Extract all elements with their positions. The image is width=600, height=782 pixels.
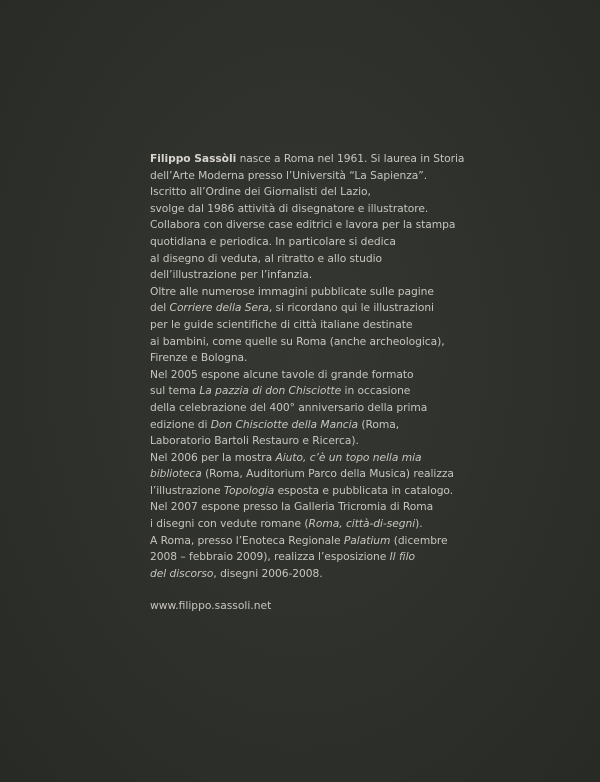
bio-text: sul tema bbox=[150, 384, 200, 398]
bio-text: ). bbox=[415, 517, 423, 531]
bio-text: (dicembre bbox=[390, 533, 448, 547]
bio-line bbox=[150, 300, 570, 317]
bio-line bbox=[150, 400, 570, 417]
bio-line bbox=[150, 450, 570, 467]
bio-text: dell’illustrazione per l’infanzia. bbox=[150, 268, 313, 282]
bio-line bbox=[150, 334, 570, 351]
bio-line bbox=[150, 516, 570, 533]
author-biography bbox=[150, 151, 570, 582]
bio-line bbox=[150, 184, 570, 201]
work-title: Corriere della Sera bbox=[169, 301, 269, 315]
bio-line bbox=[150, 433, 570, 450]
bio-line bbox=[150, 350, 570, 367]
bio-text: del bbox=[150, 301, 170, 315]
bio-text: , disegni 2006-2008. bbox=[213, 566, 323, 580]
bio-text: A Roma, presso l’Enoteca Regionale bbox=[150, 533, 344, 547]
work-title: del discorso bbox=[150, 566, 214, 580]
bio-line bbox=[150, 151, 570, 168]
author-name: Filippo Sassòli bbox=[150, 152, 237, 165]
bio-text: svolge dal 1986 attività di disegnatore e illustratore. bbox=[150, 201, 429, 215]
bio-line bbox=[150, 566, 570, 583]
bio-text: (Roma, Auditorium Parco della Musica) realizza bbox=[201, 467, 454, 481]
work-title: Don Chisciotte della Mancia bbox=[210, 417, 359, 431]
bio-text: Collabora con diverse case editrici e lavora per la stampa bbox=[150, 218, 456, 232]
bio-text: Nel 2007 espone presso la Galleria Tricromia di Roma bbox=[150, 500, 434, 514]
work-title: La pazzia di don Chisciotte bbox=[199, 384, 342, 398]
bio-line bbox=[150, 284, 570, 301]
bio-text: in occasione bbox=[341, 384, 411, 398]
bio-text: 2008 – febbraio 2009), realizza l’esposizione bbox=[150, 550, 390, 564]
bio-line bbox=[150, 483, 570, 500]
bio-text: (Roma, bbox=[358, 417, 400, 431]
bio-text: i disegni con vedute romane ( bbox=[150, 517, 309, 531]
bio-line bbox=[150, 168, 570, 185]
bio-text: al disegno di veduta, al ritratto e allo studio bbox=[150, 251, 383, 265]
bio-line bbox=[150, 201, 570, 218]
bio-text: Oltre alle numerose immagini pubblicate sulle pagine bbox=[150, 284, 434, 298]
bio-text: Iscritto all’Ordine dei Giornalisti del Lazio, bbox=[150, 185, 371, 199]
bio-text: Nel 2006 per la mostra bbox=[150, 450, 276, 464]
bio-line bbox=[150, 383, 570, 400]
bio-text: edizione di bbox=[150, 417, 211, 431]
bio-line bbox=[150, 317, 570, 334]
bio-line bbox=[150, 466, 570, 483]
work-title: biblioteca bbox=[150, 467, 202, 481]
bio-line bbox=[150, 251, 570, 268]
bio-text: dell’Arte Moderna presso l’Università “La Sapienza”. bbox=[150, 168, 428, 182]
bio-line bbox=[150, 549, 570, 566]
bio-line bbox=[150, 533, 570, 550]
bio-text: nasce a Roma nel 1961. Si laurea in Storia bbox=[236, 152, 465, 165]
bio-line bbox=[150, 499, 570, 516]
work-title: Il filo bbox=[389, 550, 415, 564]
bio-text: quotidiana e periodica. In particolare si dedica bbox=[150, 234, 396, 248]
bio-line bbox=[150, 417, 570, 434]
bio-text: l’illustrazione bbox=[150, 483, 224, 497]
bio-line bbox=[150, 367, 570, 384]
work-title: Roma, città-di-segni bbox=[308, 517, 416, 531]
bio-text: Firenze e Bologna. bbox=[150, 351, 248, 365]
bio-line bbox=[150, 267, 570, 284]
bio-text: della celebrazione del 400° anniversario della prima bbox=[150, 400, 428, 414]
work-title: Topologia bbox=[223, 483, 275, 497]
website-url[interactable]: www.filippo.sassoli.net bbox=[150, 599, 272, 612]
bio-text: ai bambini, come quelle su Roma (anche archeologica), bbox=[150, 334, 445, 348]
bio-line bbox=[150, 217, 570, 234]
work-title: Aiuto, c’è un topo nella mia bbox=[275, 450, 422, 464]
work-title: Palatium bbox=[343, 533, 391, 547]
bio-text: Laboratorio Bartoli Restauro e Ricerca). bbox=[150, 434, 359, 448]
bio-text: , si ricordano qui le illustrazioni bbox=[268, 301, 434, 315]
bio-text: Nel 2005 espone alcune tavole di grande formato bbox=[150, 367, 414, 381]
bio-line bbox=[150, 234, 570, 251]
bio-text: esposta e pubblicata in catalogo. bbox=[274, 483, 454, 497]
bio-text: per le guide scientifiche di città italiane destinate bbox=[150, 317, 413, 331]
